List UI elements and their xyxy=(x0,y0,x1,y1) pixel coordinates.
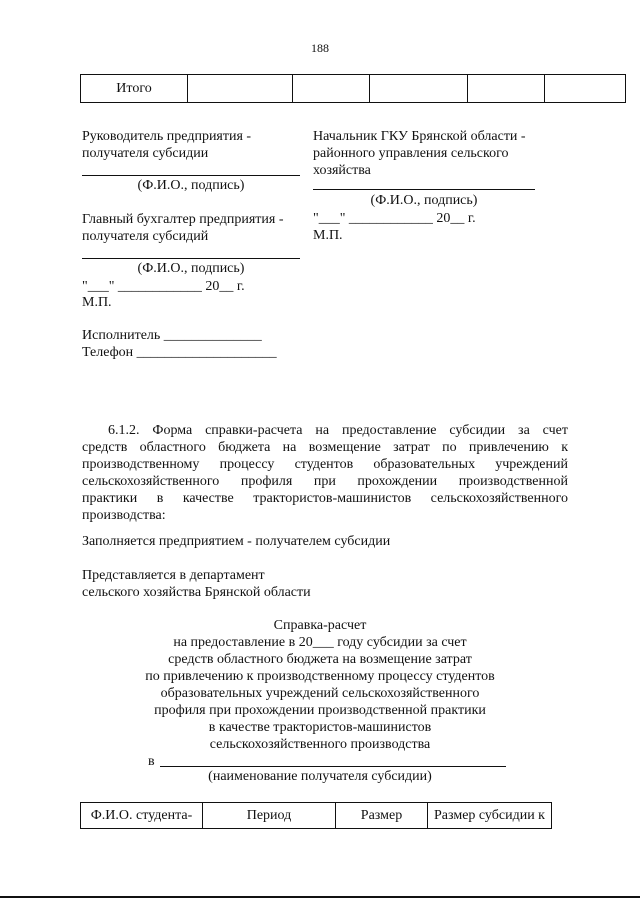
right-stamp-mark: М.П. xyxy=(313,228,343,243)
summary-table xyxy=(80,74,626,103)
head-signature-line xyxy=(82,175,300,176)
accountant-title-line-2: получателя субсидий xyxy=(82,229,209,244)
paragraph-line: сельскохозяйственного профиля при прохождении производственной xyxy=(82,474,568,489)
heading-line: профиля при прохождении производственной практики xyxy=(154,703,486,718)
submitted-to-line-2: сельского хозяйства Брянской области xyxy=(82,585,311,600)
recipient-line xyxy=(160,766,506,767)
paragraph-line: производства: xyxy=(82,508,166,523)
table-cell xyxy=(545,75,626,103)
phone-line: Телефон ____________________ xyxy=(82,345,277,360)
accountant-signature-line xyxy=(82,258,300,259)
heading-line: по привлечению к производственному процессу студентов xyxy=(145,669,495,684)
executor-line: Исполнитель ______________ xyxy=(82,328,262,343)
paragraph-line: практики в качестве трактористов-машинистов сельскохозяйственного xyxy=(82,491,568,506)
header-subsidy-size: Размер субсидии к xyxy=(428,803,552,829)
page-bottom-rule xyxy=(0,896,640,898)
heading-line: в качестве трактористов-машинистов xyxy=(208,720,432,735)
head-title-line-1: Руководитель предприятия - xyxy=(82,129,252,144)
right-title-line-2: районного управления сельского xyxy=(313,146,509,161)
table-cell xyxy=(468,75,545,103)
accountant-signature-caption: (Ф.И.О., подпись) xyxy=(137,261,245,276)
right-title-line-3: хозяйства xyxy=(313,163,371,178)
recipient-prefix: в xyxy=(148,754,155,769)
heading-line: образовательных учреждений сельскохозяйственного xyxy=(160,686,480,701)
right-signature-line xyxy=(313,189,535,190)
accountant-title-line-1: Главный бухгалтер предприятия - xyxy=(82,212,284,227)
table-row xyxy=(81,75,626,103)
total-label-cell: Итого xyxy=(81,75,188,103)
calculation-table xyxy=(80,802,552,829)
right-date-line: "___" ____________ 20__ г. xyxy=(313,211,476,226)
left-date-line: "___" ____________ 20__ г. xyxy=(82,279,245,294)
header-student-name: Ф.И.О. студента- xyxy=(81,803,203,829)
section-paragraph xyxy=(82,422,568,524)
filled-by-note: Заполняется предприятием - получателем субсидии xyxy=(82,534,391,549)
heading-line: сельскохозяйственного производства xyxy=(209,737,431,752)
recipient-caption: (наименование получателя субсидии) xyxy=(208,769,432,784)
paragraph-line: 6.1.2. Форма справки-расчета на предоставление субсидии за счет xyxy=(108,423,568,438)
paragraph-line: средств областного бюджета на возмещение затрат по привлечению к xyxy=(82,440,568,455)
table-cell xyxy=(188,75,293,103)
table-cell xyxy=(293,75,370,103)
table-cell xyxy=(370,75,468,103)
head-title-line-2: получателя субсидии xyxy=(82,146,209,161)
right-signature-caption: (Ф.И.О., подпись) xyxy=(370,193,478,208)
heading-line: на предоставление в 20___ году субсидии за счет xyxy=(173,635,467,650)
right-title-line-1: Начальник ГКУ Брянской области - xyxy=(313,129,526,144)
header-period: Период xyxy=(203,803,336,829)
header-size: Размер xyxy=(336,803,428,829)
heading-line: средств областного бюджета на возмещение затрат xyxy=(168,652,472,667)
heading-title: Справка-расчет xyxy=(273,618,367,633)
left-stamp-mark: М.П. xyxy=(82,295,112,310)
paragraph-line: производственному процессу студентов образовательных учреждений xyxy=(82,457,568,472)
page-number: 188 xyxy=(311,41,329,55)
submitted-to-line-1: Представляется в департамент xyxy=(82,568,265,583)
table-header-row xyxy=(81,803,552,829)
head-signature-caption: (Ф.И.О., подпись) xyxy=(137,178,245,193)
